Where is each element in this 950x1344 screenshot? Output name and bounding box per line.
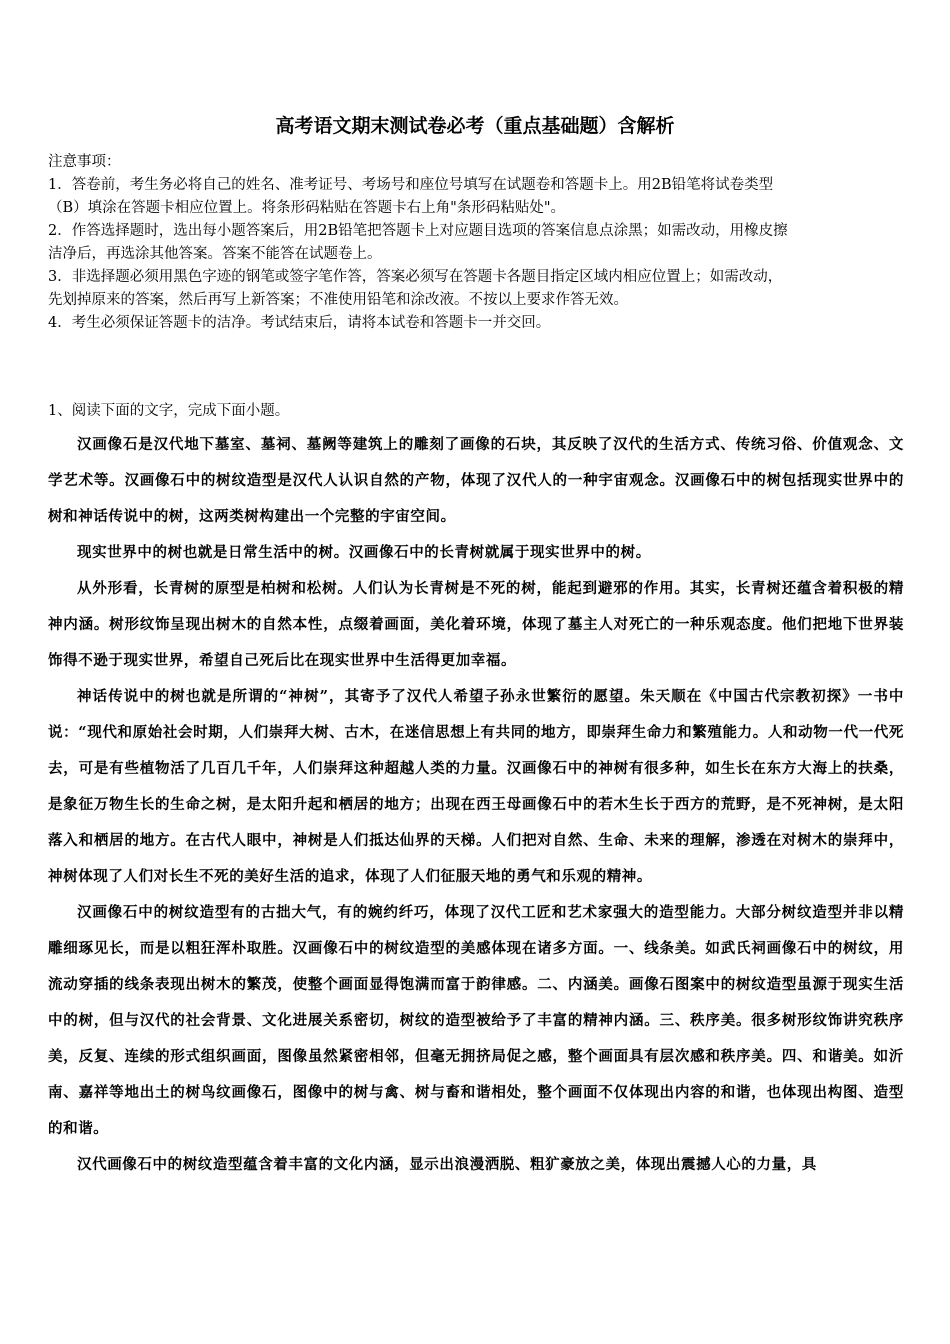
notice-line: 2．作答选择题时，选出每小题答案后，用2B铅笔把答题卡上对应题目选项的答案信息点涂黑；如需改动，用橡皮擦 (48, 223, 788, 239)
question-prompt: 1、阅读下面的文字，完成下面小题。 (48, 403, 290, 419)
document-title: 高考语文期末测试卷必考（重点基础题）含解析 (275, 115, 675, 137)
passage-paragraph: 神话传说中的树也就是所谓的“神树”，其寄予了汉代人希望子孙永世繁衍的愿望。朱天顺在《中国古代宗教初探》一书中说：“现代和原始社会时期，人们崇拜大树、古木，在迷信思想上有共同的地方，即崇拜生命力和繁殖能力。人和动物一代一代死去，可是有些植物活了几百几千年，人们崇拜这种超越人类的力量。汉画像石中的神树有很多种，如生长在东方大海上的扶桑，是象征万物生长的生命之树，是太阳升起和栖居的地方；出现在西王母画像石中的若木生长于西方的荒野，是不死神树，是太阳落入和栖居的地方。在古代人眼中，神树是人们抵达仙界的天梯。人们把对自然、生命、未来的理解，渗透在对树木的崇拜中，神树体现了人们对长生不死的美好生活的追求，体现了人们征服天地的勇气和乐观的精神。 (48, 688, 904, 885)
notice-line: （B）填涂在答题卡相应位置上。将条形码粘贴在答题卡右上角"条形码粘贴处"。 (48, 200, 565, 216)
notice-line: 3．非选择题必须用黑色字迹的钢笔或签字笔作答，答案必须写在答题卡各题目指定区域内相应位置上；如需改动， (48, 269, 783, 285)
passage-paragraph: 现实世界中的树也就是日常生活中的树。汉画像石中的长青树就属于现实世界中的树。 (77, 544, 651, 561)
exam-notice (48, 151, 904, 335)
notice-heading: 注意事项： (48, 154, 121, 170)
notice-line: 洁净后，再选涂其他答案。答案不能答在试题卷上。 (48, 246, 382, 262)
reading-passage (48, 427, 904, 1183)
passage-paragraph: 汉画像石是汉代地下墓室、墓祠、墓阙等建筑上的雕刻了画像的石块，其反映了汉代的生活方式、传统习俗、价值观念、文学艺术等。汉画像石中的树纹造型是汉代人认识自然的产物，体现了汉代人的一种宇宙观念。汉画像石中的树包括现实世界中的树和神话传说中的树，这两类树构建出一个完整的宇宙空间。 (48, 436, 904, 525)
notice-line: 4．考生必须保证答题卡的洁净。考试结束后，请将本试卷和答题卡一并交回。 (48, 315, 551, 331)
notice-line: 1．答卷前，考生务必将自己的姓名、准考证号、考场号和座位号填写在试题卷和答题卡上。用2B铅笔将试卷类型 (48, 177, 774, 193)
passage-paragraph: 从外形看，长青树的原型是柏树和松树。人们认为长青树是不死的树，能起到避邪的作用。其实，长青树还蕴含着积极的精神内涵。树形纹饰呈现出树木的自然本性，点缀着画面，美化着环境，体现了墓主人对死亡的一种乐观态度。他们把地下世界装饰得不逊于现实世界，希望自己死后比在现实世界中生活得更加幸福。 (48, 580, 904, 669)
passage-paragraph: 汉画像石中的树纹造型有的古拙大气，有的婉约纤巧，体现了汉代工匠和艺术家强大的造型能力。大部分树纹造型并非以精雕细琢见长，而是以粗狂浑朴取胜。汉画像石中的树纹造型的美感体现在诸多方面。一、线条美。如武氏祠画像石中的树纹，用流动穿插的线条表现出树木的繁茂，使整个画面显得饱满而富于韵律感。二、内涵美。画像石图案中的树纹造型虽源于现实生活中的树，但与汉代的社会背景、文化进展关系密切，树纹的造型被给予了丰富的精神内涵。三、秩序美。很多树形纹饰讲究秩序美，反复、连续的形式组织画面，图像虽然紧密相邻，但毫无拥挤局促之感，整个画面具有层次感和秩序美。四、和谐美。如沂南、嘉祥等地出土的树鸟纹画像石，图像中的树与禽、树与畜和谐相处，整个画面不仅体现出内容的和谐，也体现出构图、造型的和谐。 (48, 904, 904, 1137)
passage-paragraph: 汉代画像石中的树纹造型蕴含着丰富的文化内涵，显示出浪漫洒脱、粗犷豪放之美，体现出震撼人心的力量，具 (77, 1156, 817, 1173)
notice-line: 先划掉原来的答案，然后再写上新答案；不准使用铅笔和涂改液。不按以上要求作答无效。 (48, 292, 628, 308)
